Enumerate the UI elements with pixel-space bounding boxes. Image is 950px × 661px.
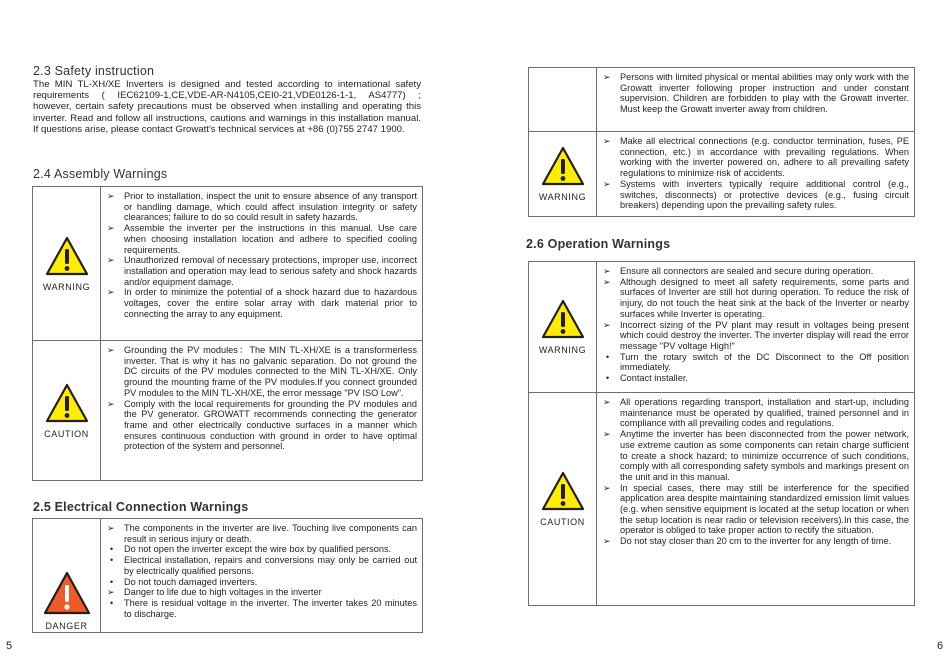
list-item-text: Anytime the inverter has been disconnected from the power network, use extreme caution as some components can retain charge sufficient to create a shock hazard; to minimize occurrence of such conditions, comply with all corresponding safety symbols and markings present on the unit and in this manual. bbox=[620, 429, 909, 482]
warning-label: WARNING bbox=[42, 281, 91, 292]
arrow-bullet-icon: ➢ bbox=[603, 136, 611, 146]
section-title-assembly-warnings: 2.4 Assembly Warnings bbox=[33, 167, 168, 181]
list-item-text: All operations regarding transport, installation and start-up, including maintenance must be operated by qualified, trained personnel and in compliance with all prevailing codes and regulations. bbox=[620, 397, 909, 429]
list-item-text: Danger to life due to high voltages in the inverter bbox=[124, 587, 322, 598]
list-item-text: Systems with inverters typically require additional control (e.g., switches, disconnects) or protective devices (e.g., fusing circuit breakers) depending upon the prevailing safety rules. bbox=[620, 178, 909, 211]
list-item-text: In order to minimize the potential of a shock hazard due to hazardous voltages, cover the entire solar array with dark material prior to connecting the array to any equipment. bbox=[124, 287, 417, 319]
danger-row bbox=[33, 519, 423, 633]
arrow-bullet-icon: ➢ bbox=[107, 191, 115, 201]
list-item bbox=[603, 352, 909, 373]
assembly-caution-row bbox=[33, 341, 423, 481]
caution-sign-cell bbox=[529, 393, 597, 606]
list-item bbox=[603, 397, 909, 429]
section-title-safety-instruction: 2.3 Safety instruction bbox=[33, 64, 155, 78]
warning-sign-cell bbox=[529, 262, 597, 393]
arrow-bullet-icon: ➢ bbox=[107, 398, 115, 409]
arrow-bullet-icon: ➢ bbox=[107, 287, 115, 298]
warning-label: WARNING bbox=[538, 192, 587, 202]
page-number: 6 bbox=[937, 640, 944, 652]
list-item-text: Persons with limited physical or mental abilities may only work with the Growatt inverter following proper instruction and under constant supervision. Children are forbidden to play with the Growatt inverter. Must keep the Growatt inverter away from children. bbox=[620, 72, 909, 115]
arrow-bullet-icon: ➢ bbox=[107, 255, 115, 266]
bullet-dot-icon: • bbox=[110, 576, 114, 587]
electrical-danger-table bbox=[32, 518, 423, 633]
bullet-dot-icon: • bbox=[110, 544, 114, 555]
section-title-electrical-connection-warnings: 2.5 Electrical Connection Warnings bbox=[33, 500, 249, 514]
list-item-text: There is residual voltage in the inverter. The inverter takes 20 minutes to discharge. bbox=[124, 597, 417, 619]
list-item-text: The components in the inverter are live. Touching live components can result in serious injury or death. bbox=[124, 523, 417, 544]
connection-warning-row bbox=[529, 132, 915, 217]
list-item-text: Grounding the PV modules：The MIN TL-XH/XE is a transformerless inverter. That is why it has no galvanic separation. Do not ground the DC circuits of the PV modules connected to the MIN TL-XH/XE. Only ground the mounting frame of the PV modules.If you connect grounded PV modules to the MIN TL-XH/XE, the error message "PV ISO Low". bbox=[124, 345, 417, 398]
list-item-text: Do not touch damaged inverters. bbox=[124, 576, 258, 587]
list-item bbox=[107, 523, 417, 544]
list-item-text: Turn the rotary switch of the DC Disconnect to the Off position immediately. bbox=[620, 351, 909, 373]
list-item bbox=[107, 191, 417, 223]
list-item-text: Comply with the local requirements for grounding the PV modules and the PV generator. GROWATT recommends connecting the generator frame and other electrically conductive surfaces in a manner which ensures continuous conduction with ground in order to have optimal protection of the system and personnel. bbox=[124, 398, 417, 452]
warning-triangle-icon bbox=[541, 146, 585, 186]
arrow-bullet-icon: ➢ bbox=[603, 397, 611, 407]
list-item-text: Assemble the inverter per the instructions in this manual. Use care when choosing installation location and adhere to specified cooling requirements. bbox=[124, 223, 417, 255]
right-top-warnings-table bbox=[528, 67, 915, 217]
bullet-dot-icon: • bbox=[110, 555, 114, 566]
list-item bbox=[107, 577, 417, 588]
caution-label: CAUTION bbox=[540, 517, 585, 527]
supervision-list bbox=[597, 68, 914, 118]
list-item bbox=[603, 320, 909, 352]
danger-text-cell bbox=[101, 519, 423, 633]
danger-list bbox=[101, 519, 422, 622]
connection-warning-text-cell bbox=[597, 132, 915, 217]
list-item-text: Make all electrical connections (e.g. conductor termination, fuses, PE connection, etc.) in accordance with prevailing regulations. When working with the inverter powered on, adhere to all prevailing safety regulations to minimize risk of accidents. bbox=[620, 136, 909, 179]
supervision-text-cell bbox=[597, 68, 915, 132]
list-item bbox=[603, 483, 909, 537]
warning-label: WARNING bbox=[538, 345, 587, 355]
arrow-bullet-icon: ➢ bbox=[603, 429, 611, 440]
section-title-operation-warnings: 2.6 Operation Warnings bbox=[526, 237, 671, 251]
list-item bbox=[107, 399, 417, 453]
list-item bbox=[107, 255, 417, 287]
danger-sign-cell bbox=[33, 519, 101, 633]
operation-caution-list bbox=[597, 393, 914, 550]
arrow-bullet-icon: ➢ bbox=[107, 587, 115, 598]
list-item bbox=[107, 587, 417, 598]
list-item-text: Incorrect sizing of the PV plant may result in voltages being present which could destroy the inverter. The inverter display will read the error message "PV voltage High!" bbox=[620, 319, 909, 351]
list-item-text: Contact installer. bbox=[620, 373, 688, 384]
list-item-text: Do not stay closer than 20 cm to the inverter for any length of time. bbox=[620, 536, 892, 547]
arrow-bullet-icon: ➢ bbox=[107, 223, 115, 234]
arrow-bullet-icon: ➢ bbox=[603, 536, 611, 547]
arrow-bullet-icon: ➢ bbox=[107, 345, 115, 355]
warning-sign-cell bbox=[529, 132, 597, 217]
assembly-warnings-table bbox=[32, 186, 423, 481]
list-item-text: Unauthorized removal of necessary protections, improper use, incorrect installation and operation may lead to serious safety and shock hazards and/or equipment damage. bbox=[124, 255, 417, 287]
operation-warning-row bbox=[529, 262, 915, 393]
list-item bbox=[107, 345, 417, 399]
list-item bbox=[603, 266, 909, 277]
list-item bbox=[107, 598, 417, 619]
warning-triangle-icon bbox=[541, 471, 585, 511]
list-item bbox=[107, 223, 417, 255]
assembly-warning-row bbox=[33, 187, 423, 341]
assembly-caution-text-cell bbox=[101, 341, 423, 481]
list-item-text: Although designed to meet all safety requirements, some parts and surfaces of Inverter are still hot during operation. To reduce the risk of injury, do not touch the heat sink at the back of the Inverter or nearby surfaces while Inverter is operating. bbox=[620, 276, 909, 319]
list-item bbox=[107, 287, 417, 319]
list-item bbox=[107, 544, 417, 555]
list-item bbox=[603, 373, 909, 384]
right-page bbox=[475, 0, 950, 661]
operation-warnings-table bbox=[528, 261, 915, 606]
warning-triangle-icon bbox=[45, 236, 89, 276]
list-item-text: Do not open the inverter except the wire box by qualified persons. bbox=[124, 544, 392, 555]
list-item bbox=[107, 555, 417, 576]
arrow-bullet-icon: ➢ bbox=[603, 72, 611, 82]
arrow-bullet-icon: ➢ bbox=[107, 523, 115, 533]
arrow-bullet-icon: ➢ bbox=[603, 178, 611, 189]
bullet-dot-icon: • bbox=[606, 351, 610, 362]
connection-warning-list bbox=[597, 132, 914, 214]
operation-caution-text-cell bbox=[597, 393, 915, 606]
operation-warning-text-cell bbox=[597, 262, 915, 393]
list-item bbox=[603, 72, 909, 115]
assembly-warning-list bbox=[101, 187, 422, 322]
supervision-row bbox=[529, 68, 915, 132]
list-item-text: Electrical installation, repairs and conversions may only be carried out by electrically qualified persons. bbox=[124, 555, 417, 576]
arrow-bullet-icon: ➢ bbox=[603, 319, 611, 330]
list-item bbox=[603, 136, 909, 179]
arrow-bullet-icon: ➢ bbox=[603, 276, 611, 287]
empty-icon-cell bbox=[529, 68, 597, 132]
operation-warning-list bbox=[597, 262, 914, 387]
arrow-bullet-icon: ➢ bbox=[603, 266, 611, 276]
danger-label: DANGER bbox=[45, 621, 88, 631]
list-item bbox=[603, 179, 909, 211]
caution-sign-cell bbox=[33, 341, 101, 481]
warning-triangle-icon bbox=[45, 383, 89, 423]
danger-triangle-icon bbox=[43, 571, 91, 615]
warning-triangle-icon bbox=[541, 299, 585, 339]
warning-sign-cell bbox=[33, 187, 101, 341]
list-item bbox=[603, 536, 909, 547]
list-item-text: Prior to installation, inspect the unit to ensure absence of any transport or handling damage, which could affect insulation integrity or safety clearances; failure to do so could result in safety hazards. bbox=[124, 191, 417, 223]
safety-instruction-paragraph: The MIN TL-XH/XE Inverters is designed and tested according to international safety requirements ( IEC62109-1,CE,VDE-AR-N4105,CEI0-21,VDE0126-1-1, AS4777) ; however, certain safety precautions must be observed when installing and operating this inverter. Read and follow all instructions, cautions and warnings in this installation manual. If questions arise, please contact Growatt's technical services at +86 (0)755 2747 1900. bbox=[33, 79, 421, 135]
arrow-bullet-icon: ➢ bbox=[603, 482, 611, 493]
caution-label: CAUTION bbox=[44, 428, 89, 439]
bullet-dot-icon: • bbox=[606, 373, 610, 384]
bullet-dot-icon: • bbox=[110, 597, 114, 608]
list-item bbox=[603, 429, 909, 483]
page-number: 5 bbox=[6, 640, 13, 652]
assembly-warning-text-cell bbox=[101, 187, 423, 341]
list-item bbox=[603, 277, 909, 320]
assembly-caution-list bbox=[101, 341, 422, 455]
list-item-text: Ensure all connectors are sealed and secure during operation. bbox=[620, 266, 874, 276]
operation-caution-row bbox=[529, 393, 915, 606]
list-item-text: In special cases, there may still be interference for the specified application area despite maintaining standardized emission limit values (e.g. when sensitive equipment is located at the setup location or when the setup location is near radio or television receivers).In this case, the operator is obliged to take proper action to rectify the situation. bbox=[620, 482, 909, 536]
